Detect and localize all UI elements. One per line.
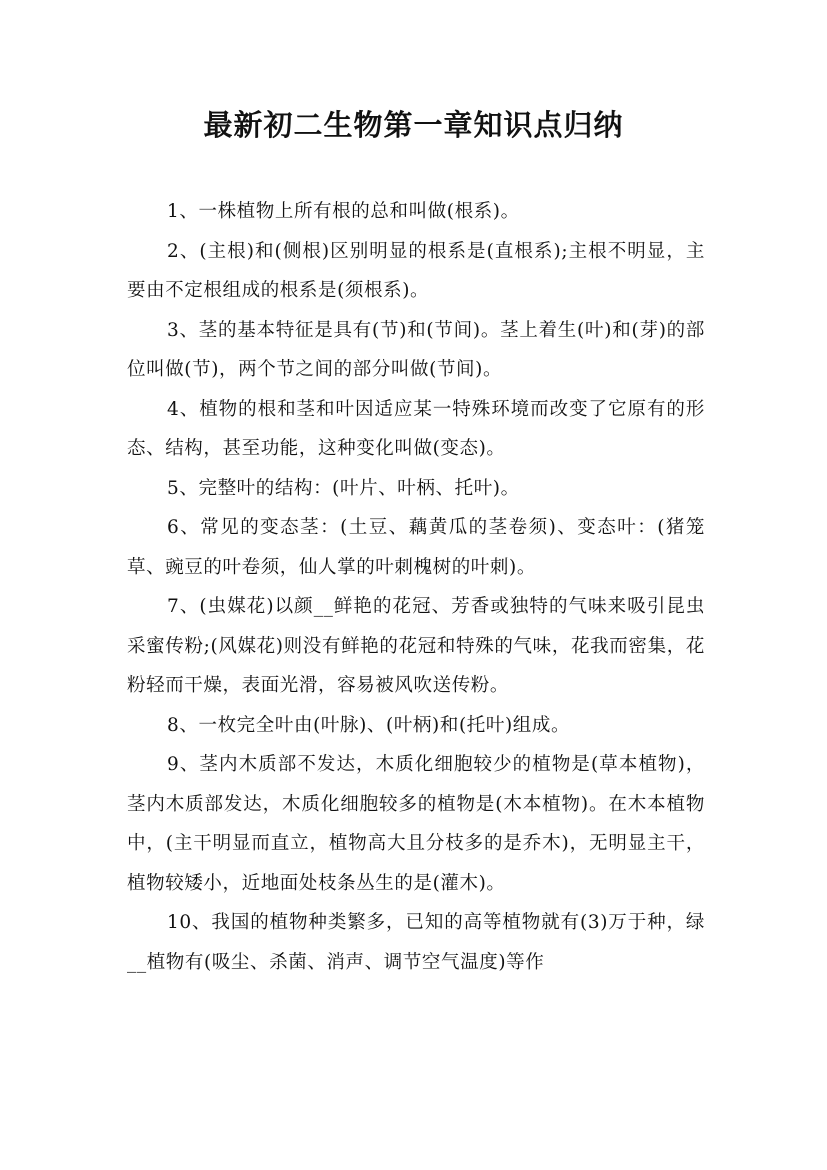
paragraph-7: 7、(虫媒花)以颜__鲜艳的花冠、芳香或独特的气味来吸引昆虫采蜜传粉;(风媒花)则没有鲜艳的花冠和特殊的气味，花我而密集，花粉轻而干燥，表面光滑，容易被风吹送传粉。 (127, 596, 705, 696)
document-body (127, 192, 705, 982)
paragraph-9: 9、茎内木质部不发达，木质化细胞较少的植物是(草本植物)，茎内木质部发达，木质化细胞较多的植物是(木本植物)。在木本植物中，(主干明显而直立，植物高大且分枝多的是乔木)，无明显主干，植物较矮小，近地面处枝条丛生的是(灌木)。 (127, 754, 705, 894)
paragraph-8: 8、一枚完全叶由(叶脉)、(叶柄)和(托叶)组成。 (167, 714, 571, 736)
paragraph-4: 4、植物的根和茎和叶因适应某一特殊环境而改变了它原有的形态、结构，甚至功能，这种变化叫做(变态)。 (127, 398, 705, 459)
document-title: 最新初二生物第一章知识点归纳 (203, 108, 624, 142)
paragraph-1: 1、一株植物上所有根的总和叫做(根系)。 (167, 201, 520, 222)
paragraph-2: 2、(主根)和(侧根)区别明显的根系是(直根系);主根不明显，主要由不定根组成的根系是(须根系)。 (127, 240, 705, 301)
paragraph-6: 6、常见的变态茎：(土豆、藕黄瓜的茎卷须)、变态叶：(猪笼草、豌豆的叶卷须，仙人掌的叶刺槐树的叶刺)。 (127, 517, 705, 578)
paragraph-5: 5、完整叶的结构：(叶片、叶柄、托叶)。 (167, 477, 520, 499)
paragraph-10: 10、我国的植物种类繁多，已知的高等植物就有(3)万于种，绿__植物有(吸尘、杀菌、消声、调节空气温度)等作 (127, 912, 705, 973)
paragraph-3: 3、茎的基本特征是具有(节)和(节间)。茎上着生(叶)和(芽)的部位叫做(节)，两个节之间的部分叫做(节间)。 (127, 319, 705, 380)
